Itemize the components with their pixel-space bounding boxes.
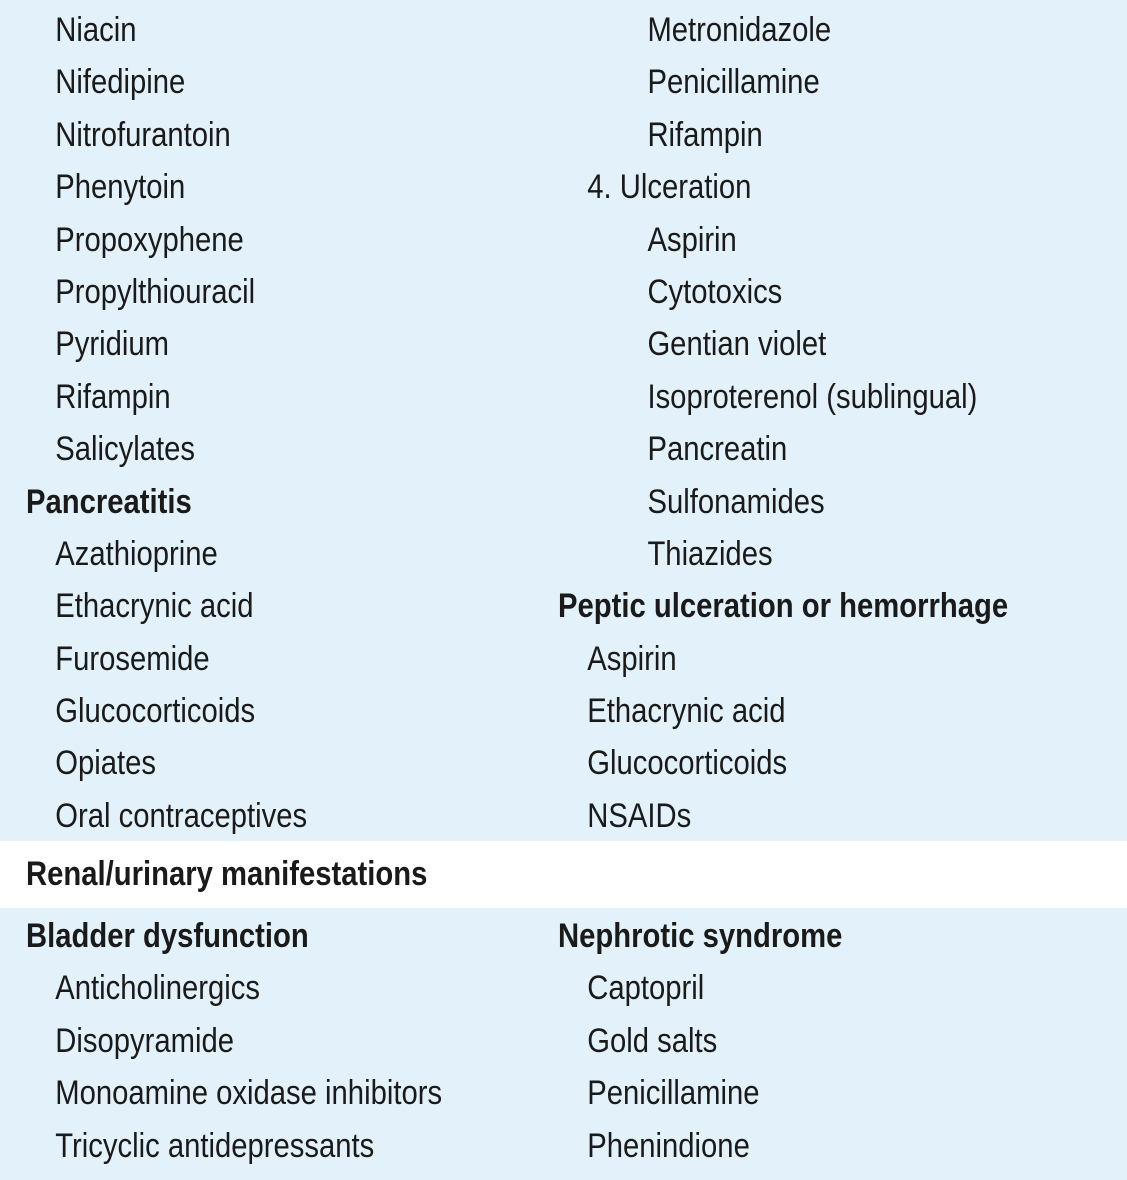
drug-list-item: 4. Ulceration [587, 168, 752, 207]
drug-list-item: NSAIDs [587, 796, 692, 835]
drug-list-item: Ethacrynic acid [55, 587, 254, 626]
top-right-column [558, 4, 1081, 842]
drug-list-item: Tricyclic antidepressants [55, 1126, 375, 1165]
drug-list-item: Monoamine oxidase inhibitors [55, 1074, 443, 1113]
drug-list-item: Thiazides [647, 534, 773, 573]
drug-list-item: Phenindione [587, 1126, 750, 1165]
drug-list-item: Niacin [55, 11, 137, 49]
bottom-left-column [26, 910, 510, 1172]
category-heading: Pancreatitis [26, 482, 192, 521]
drug-list-item: Glucocorticoids [587, 744, 788, 783]
category-heading: Peptic ulceration or hemorrhage [558, 587, 1009, 626]
drug-list-item: Aspirin [587, 639, 677, 678]
category-heading: Nephrotic syndrome [558, 917, 843, 955]
drug-list-item: Azathioprine [55, 534, 218, 573]
section-title: Renal/urinary manifestations [26, 855, 428, 893]
drug-list-item: Pyridium [55, 325, 169, 364]
drug-list-item: Ethacrynic acid [587, 692, 786, 731]
drug-list-item: Phenytoin [55, 168, 186, 207]
drug-list-item: Cytotoxics [647, 272, 783, 311]
drug-list-item: Propylthiouracil [55, 272, 256, 311]
drug-list-item: Captopril [587, 969, 705, 1008]
drug-list-item: Pancreatin [647, 430, 788, 469]
drug-list-item: Disopyramide [55, 1021, 234, 1060]
drug-list-item: Gentian violet [647, 325, 827, 364]
drug-list-item: Sulfonamides [647, 482, 825, 521]
top-left-column [26, 4, 353, 842]
drug-list-item: Rifampin [55, 377, 171, 416]
drug-list-item: Glucocorticoids [55, 692, 256, 731]
drug-list-item: Aspirin [647, 220, 737, 259]
drug-list-item: Anticholinergics [55, 969, 261, 1008]
drug-list-item: Salicylates [55, 430, 196, 469]
drug-list-item: Propoxyphene [55, 220, 244, 259]
drug-list-item: Penicillamine [587, 1074, 760, 1113]
drug-list-item: Furosemide [55, 639, 210, 678]
drug-list-item: Metronidazole [647, 11, 832, 49]
drug-list-item: Gold salts [587, 1021, 718, 1060]
drug-list-item: Nifedipine [55, 63, 186, 102]
category-heading: Bladder dysfunction [26, 917, 309, 955]
drug-list-item: Penicillamine [647, 63, 820, 102]
drug-list-item: Rifampin [647, 115, 763, 154]
drug-list-item: Nitrofurantoin [55, 115, 231, 154]
drug-list-item: Isoproterenol (sublingual) [647, 377, 978, 416]
drug-list-item: Oral contraceptives [55, 796, 308, 835]
drug-list-item: Opiates [55, 744, 157, 783]
bottom-right-column [558, 910, 889, 1172]
